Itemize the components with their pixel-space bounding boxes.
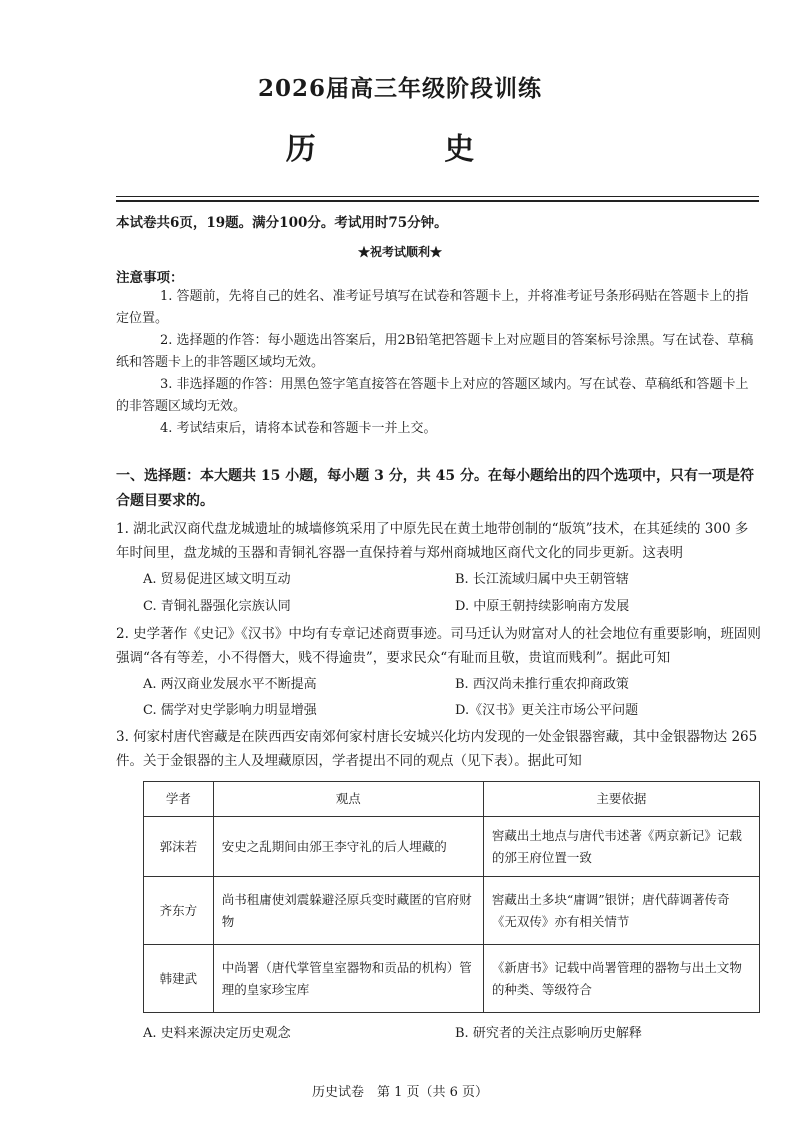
table-cell: 中尚署（唐代掌管皇室器物和贡品的机构）管理的皇家珍宝库 xyxy=(213,945,483,1013)
table-row xyxy=(144,817,760,877)
table-header: 主要依据 xyxy=(483,782,759,817)
table-header: 观点 xyxy=(213,782,483,817)
table-header-row xyxy=(144,782,760,817)
notice-item: 1. 答题前，先将自己的姓名、准考证号填写在试卷和答题卡上，并将准考证号条形码贴在答题卡上的指定位置。 xyxy=(116,289,749,326)
table-row xyxy=(144,877,760,945)
table-cell: 《新唐书》记载中尚署管理的器物与出土文物的种类、等级符合 xyxy=(483,945,759,1013)
q1-option-c: C. 青铜礼器强化宗族认同 xyxy=(143,599,291,614)
table-cell: 窖藏出土地点与唐代韦述著《两京新记》记载的邠王府位置一致 xyxy=(483,817,759,877)
table-row xyxy=(144,945,760,1013)
section-heading: 一、选择题：本大题共 15 小题，每小题 3 分，共 45 分。在每小题给出的四个选项中，只有一项是符合题目要求的。 xyxy=(116,468,754,509)
q1-option-a: A. 贸易促进区域文明互动 xyxy=(143,572,291,587)
page-footer: 历史试卷 第 1 页（共 6 页） xyxy=(311,1085,489,1100)
exam-info: 本试卷共6页，19题。满分100分。考试用时75分钟。 xyxy=(116,215,448,231)
table-cell: 郭沫若 xyxy=(144,817,214,877)
wish-banner: ★祝考试顺利★ xyxy=(357,245,442,259)
notice-item: 4. 考试结束后，请将本试卷和答题卡一并上交。 xyxy=(160,421,437,436)
q1-option-b: B. 长江流域归属中央王朝管辖 xyxy=(455,572,629,587)
header-rule xyxy=(116,196,759,197)
notice-heading: 注意事项： xyxy=(116,270,184,286)
question-3-stem: 3. 何家村唐代窖藏是在陕西西安南郊何家村唐长安城兴化坊内发现的一处金银器窖藏，其中金银器物达 265 件。关于金银器的主人及埋藏原因，学者提出不同的观点（见下表）。据此可知 xyxy=(116,729,758,769)
exam-title: 2026届高三年级阶段训练 xyxy=(257,75,542,102)
q3-option-b: B. 研究者的关注点影响历史解释 xyxy=(455,1026,642,1041)
table-cell: 齐东方 xyxy=(144,877,214,945)
table-cell: 尚书租庸使刘震躲避泾原兵变时藏匿的官府财物 xyxy=(213,877,483,945)
header-rule-thick xyxy=(116,200,759,202)
q2-option-c: C. 儒学对史学影响力明显增强 xyxy=(143,703,317,718)
question-1-stem: 1. 湖北武汉商代盘龙城遗址的城墙修筑采用了中原先民在黄土地带创制的“版筑”技术，在其延续的 300 多年时间里，盘龙城的玉器和青铜礼容器一直保持着与郑州商城地区商代文化的同步更新。这表明 xyxy=(116,521,749,561)
table-cell: 窖藏出土多块“庸调”银饼；唐代薛调著传奇《无双传》亦有相关情节 xyxy=(483,877,759,945)
table-cell: 安史之乱期间由邠王李守礼的后人埋藏的 xyxy=(213,817,483,877)
q2-option-a: A. 两汉商业发展水平不断提高 xyxy=(143,677,317,692)
table-cell: 韩建武 xyxy=(144,945,214,1013)
scholars-table xyxy=(143,781,760,1013)
notice-item: 3. 非选择题的作答：用黑色签字笔直接答在答题卡上对应的答题区域内。写在试卷、草稿纸和答题卡上的非答题区域均无效。 xyxy=(116,377,749,414)
q3-option-a: A. 史料来源决定历史观念 xyxy=(143,1026,291,1041)
notice-item: 2. 选择题的作答：每小题选出答案后，用2B铅笔把答题卡上对应题目的答案标号涂黑。写在试卷、草稿纸和答题卡上的非答题区域均无效。 xyxy=(116,333,754,370)
question-2-stem: 2. 史学著作《史记》《汉书》中均有专章记述商贾事迹。司马迁认为财富对人的社会地位有重要影响，班固则强调“各有等差，小不得僭大，贱不得逾贵”，要求民众“有耻而且敬，贵谊而贱利”。据此可知 xyxy=(116,626,761,666)
q2-option-d: D.《汉书》更关注市场公平问题 xyxy=(455,703,639,718)
q1-option-d: D. 中原王朝持续影响南方发展 xyxy=(455,599,630,614)
table-header: 学者 xyxy=(144,782,214,817)
q2-option-b: B. 西汉尚未推行重农抑商政策 xyxy=(455,677,629,692)
subject-title: 历 史 xyxy=(285,132,515,167)
